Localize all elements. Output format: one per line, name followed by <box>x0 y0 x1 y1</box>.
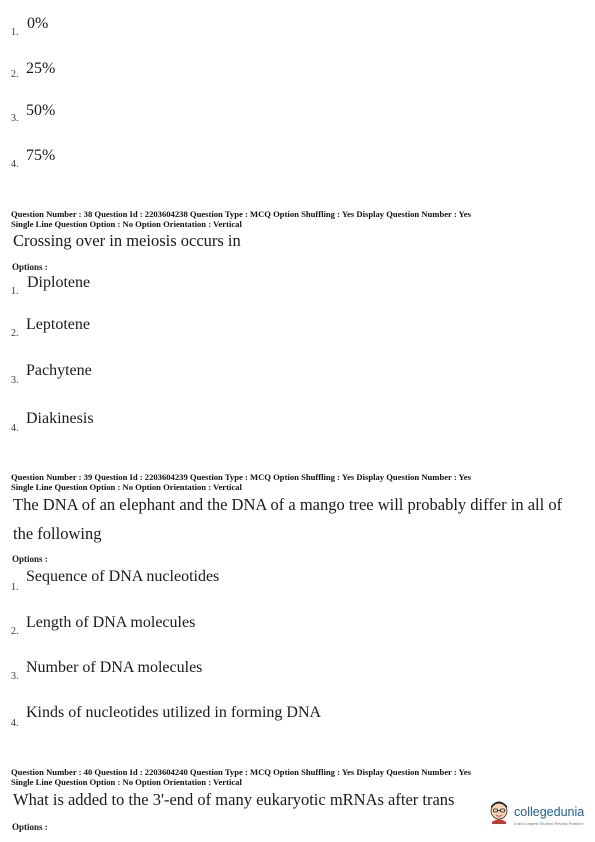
question-text: Crossing over in meiosis occurs in <box>13 231 241 250</box>
option-item <box>0 313 595 349</box>
logo-tagline: India's largest Student Review Platform <box>514 821 584 826</box>
option-item <box>0 702 595 738</box>
logo-brand-text: collegedunia <box>514 805 585 819</box>
question-meta-line: Question Number : 39 Question Id : 2203604239 Question Type : MCQ Option Shuffling : Yes Display Question Number : Yes <box>11 472 471 482</box>
options-label: Options : <box>12 262 48 272</box>
option-text: 25% <box>26 60 56 77</box>
option-text: Pachytene <box>26 362 92 379</box>
option-text: 50% <box>26 102 56 119</box>
option-number: 1. <box>11 582 19 593</box>
option-text: Sequence of DNA nucleotides <box>26 568 220 585</box>
collegedunia-logo <box>488 800 595 834</box>
option-text: Number of DNA molecules <box>26 659 203 676</box>
option-number: 2. <box>11 69 19 80</box>
option-item <box>0 566 595 602</box>
student-mascot-icon <box>488 800 510 824</box>
option-text: 75% <box>26 147 56 164</box>
options-label: Options : <box>12 822 48 832</box>
option-number: 3. <box>11 671 19 682</box>
option-number: 4. <box>11 718 19 729</box>
option-number: 4. <box>11 423 19 434</box>
question-meta <box>11 472 586 492</box>
question-meta <box>11 767 586 787</box>
option-number: 2. <box>11 626 19 637</box>
question-text: The DNA of an elephant and the DNA of a mango tree will probably differ in all of <box>13 495 563 514</box>
option-number: 2. <box>11 328 19 339</box>
question-meta-line: Single Line Question Option : No Option Orientation : Vertical <box>11 777 242 787</box>
option-text: Diakinesis <box>26 410 94 427</box>
option-item <box>0 56 595 92</box>
option-item <box>0 657 595 693</box>
question-meta-line: Single Line Question Option : No Option Orientation : Vertical <box>11 219 242 229</box>
question-meta <box>11 209 586 229</box>
option-item <box>0 408 595 444</box>
option-number: 1. <box>11 286 19 297</box>
option-item <box>0 612 595 648</box>
option-text: Leptotene <box>26 316 90 333</box>
option-item <box>0 100 595 136</box>
question-meta-line: Question Number : 38 Question Id : 2203604238 Question Type : MCQ Option Shuffling : Yes Display Question Number : Yes <box>11 209 471 219</box>
option-text: Kinds of nucleotides utilized in forming DNA <box>26 704 322 721</box>
option-item <box>0 144 595 180</box>
question-text: the following <box>13 524 102 543</box>
option-text: Diplotene <box>27 274 91 291</box>
option-number: 3. <box>11 375 19 386</box>
option-number: 3. <box>11 113 19 124</box>
options-label: Options : <box>12 554 48 564</box>
option-text: Length of DNA molecules <box>26 614 196 631</box>
option-item <box>0 272 595 308</box>
option-text: 0% <box>27 15 49 32</box>
option-item <box>0 359 595 395</box>
question-meta-line: Question Number : 40 Question Id : 2203604240 Question Type : MCQ Option Shuffling : Yes Display Question Number : Yes <box>11 767 471 777</box>
question-text: What is added to the 3'-end of many eukaryotic mRNAs after trans <box>13 790 455 809</box>
option-item <box>0 12 595 48</box>
option-number: 1. <box>11 27 19 38</box>
option-number: 4. <box>11 159 19 170</box>
question-meta-line: Single Line Question Option : No Option Orientation : Vertical <box>11 482 242 492</box>
